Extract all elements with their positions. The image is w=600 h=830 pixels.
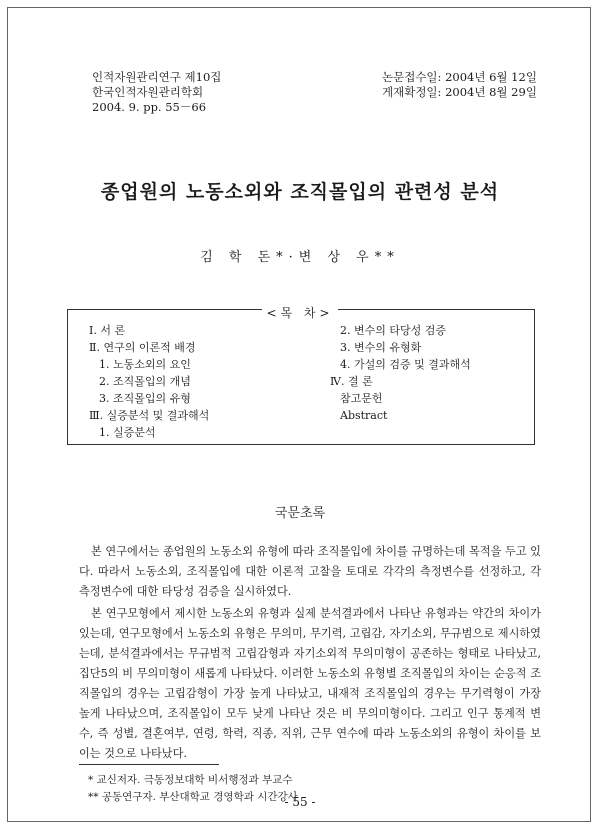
toc-item: Ⅳ. 결 론 <box>330 375 373 388</box>
accepted-date: 게재확정일: 2004년 8월 29일 <box>382 85 537 99</box>
paper-title: 종업원의 노동소외와 조직몰입의 관련성 분석 <box>100 181 500 203</box>
toc-item: 4. 가설의 검증 및 결과해석 <box>340 358 471 371</box>
abstract-title: 국문초록 <box>274 506 326 521</box>
issue-pages: 2004. 9. pp. 55－66 <box>92 100 207 114</box>
authors: 김 학 돈*·변 상 우** <box>200 250 400 265</box>
toc-item: Ⅲ. 실증분석 및 결과해석 <box>89 409 210 422</box>
society-name: 한국인적자원관리학회 <box>92 85 204 99</box>
journal-info <box>92 70 221 115</box>
toc-left-column <box>89 322 209 441</box>
toc-item: 3. 조직몰입의 유형 <box>99 392 191 405</box>
toc-item: 2. 변수의 타당성 검증 <box>340 324 446 337</box>
toc-item: 1. 실증분석 <box>99 426 156 439</box>
toc-item: 3. 변수의 유형화 <box>340 341 422 354</box>
footnote-rule <box>79 764 219 765</box>
toc-right-column <box>330 322 471 424</box>
page-number: - 55 - <box>284 795 316 809</box>
footnote-coauthor: ** 공동연구자. 부산대학교 경영학과 시간강사 <box>88 791 298 803</box>
toc-item: 1. 노동소외의 요인 <box>99 358 191 371</box>
toc-item: Ⅰ. 서 론 <box>89 324 126 337</box>
toc-heading: <목 차> <box>262 306 337 320</box>
toc-item: Abstract <box>340 409 388 422</box>
toc-item: 2. 조직몰입의 개념 <box>99 375 191 388</box>
journal-name: 인적자원관리연구 제10집 <box>92 70 222 84</box>
submission-dates <box>382 70 537 100</box>
footnote-corresponding-author: * 교신저자. 극동정보대학 비서행정과 부교수 <box>88 774 293 786</box>
toc-item: 참고문헌 <box>340 392 383 405</box>
toc-item: Ⅱ. 연구의 이론적 배경 <box>89 341 196 354</box>
abstract-paragraph: 본 연구모형에서 제시한 노동소외 유형과 실제 분석결과에서 나타난 유형과는 약간의 차이가 있는데, 연구모형에서 노동소외 유형은 무의미, 무기력, 고립감, 자기소외, 무규범으로 제시하였는데, 분석결과에서는 무규범적 고립감형과 자기소외적 무의미형이 공존하는 형태로 나타났고, 집단5의 비 무의미형이 새롭게 나타났다. 이러한 노동소외 유형별 조직몰입의 차이는 순응적 조직몰입의 경우는 고립감형이 가장 높게 나타났고, 내재적 조직몰입의 경우는 무기력형이 가장 높게 나타났으며, 조직몰입이 모두 낮게 나타난 것은 비 무의미형이다. 그리고 인구 통계적 변수, 즉 성별, 결혼여부, 연령, 학력, 직종, 직위, 근무 연수에 따라 노동소외의 유형이 차이를 보이는 것으로 나타났다. <box>79 607 541 760</box>
abstract-paragraph: 본 연구에서는 종업원의 노동소외 유형에 따라 조직몰입에 차이를 규명하는데 목적을 두고 있다. 따라서 노동소외, 조직몰입에 대한 이론적 고찰을 토대로 각각의 측정변수를 선정하고, 각 측정변수에 대한 타당성 검증을 실시하였다. <box>79 545 541 598</box>
abstract-body <box>79 542 541 766</box>
toc-heading-wrap <box>0 302 600 321</box>
received-date: 논문접수일: 2004년 6월 12일 <box>382 70 537 84</box>
